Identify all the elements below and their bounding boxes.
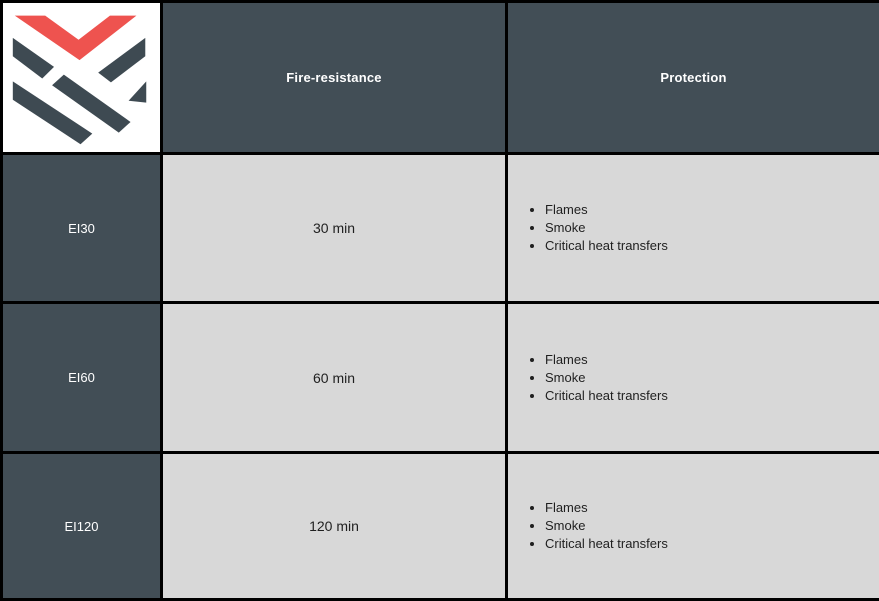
logo-stripe-ascending-right bbox=[98, 38, 145, 82]
protection-item: • Critical heat transfers bbox=[545, 237, 879, 255]
protection-list bbox=[508, 201, 879, 255]
protection-item: • Smoke bbox=[545, 219, 879, 237]
protection-cell bbox=[507, 453, 879, 600]
protection-item: • Flames bbox=[545, 499, 879, 517]
table-row-ei120 bbox=[2, 453, 879, 600]
logo-triangle-right bbox=[129, 81, 147, 102]
protection-list bbox=[508, 499, 879, 553]
protection-item: • Critical heat transfers bbox=[545, 535, 879, 553]
logo-stripe-upper-left bbox=[13, 38, 54, 79]
logo-cell bbox=[2, 2, 162, 154]
column-header-protection: Protection bbox=[507, 2, 879, 154]
protection-cell bbox=[507, 303, 879, 453]
protection-list bbox=[508, 351, 879, 405]
protection-item: • Smoke bbox=[545, 369, 879, 387]
rating-cell: EI120 bbox=[2, 453, 162, 600]
protection-item: • Critical heat transfers bbox=[545, 387, 879, 405]
column-header-fire-resistance: Fire-resistance bbox=[162, 2, 507, 154]
rating-cell: EI60 bbox=[2, 303, 162, 453]
table-row-ei30 bbox=[2, 154, 879, 303]
duration-cell: 60 min bbox=[162, 303, 507, 453]
table-row-ei60 bbox=[2, 303, 879, 453]
rating-cell: EI30 bbox=[2, 154, 162, 303]
duration-cell: 30 min bbox=[162, 154, 507, 303]
protection-item: • Flames bbox=[545, 201, 879, 219]
protection-item: • Flames bbox=[545, 351, 879, 369]
brand-logo-icon bbox=[3, 5, 160, 150]
header-row bbox=[2, 2, 879, 154]
protection-cell bbox=[507, 154, 879, 303]
duration-cell: 120 min bbox=[162, 453, 507, 600]
protection-item: • Smoke bbox=[545, 517, 879, 535]
